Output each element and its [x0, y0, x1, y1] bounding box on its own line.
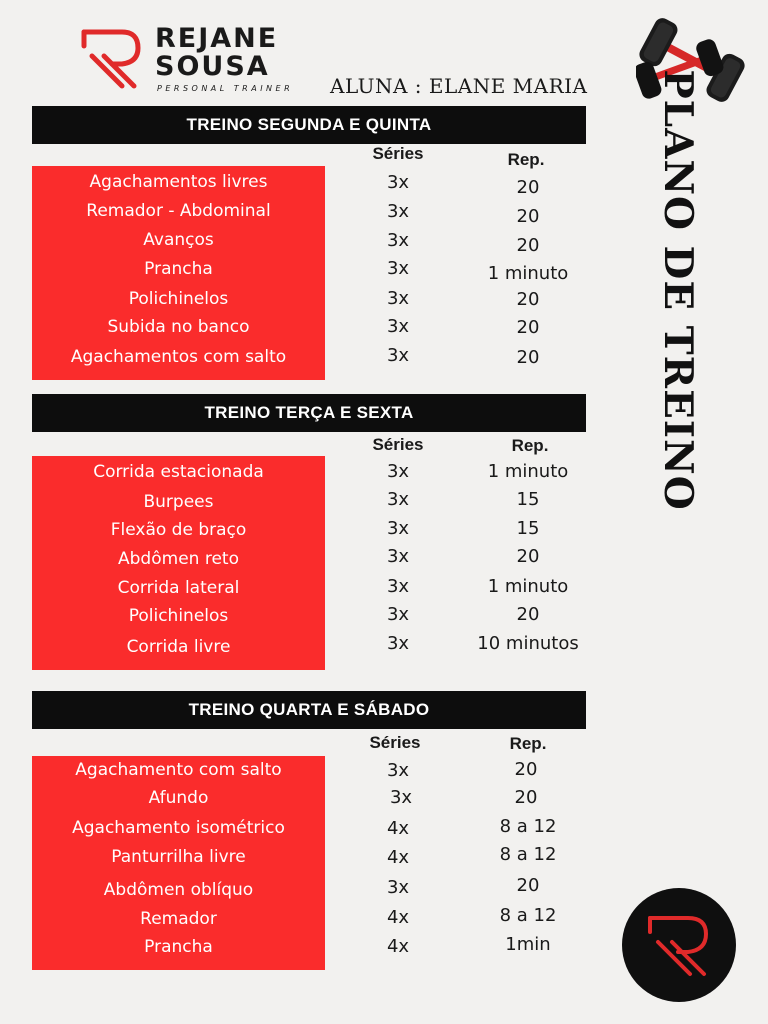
plan-title: PLANO DE TREINO: [655, 69, 701, 511]
brand-badge: [622, 888, 736, 1002]
exercise-sets: 4x: [386, 936, 410, 957]
exercise-name: Agachamento com salto: [75, 760, 282, 780]
exercise-sets: 3x: [386, 258, 410, 279]
exercise-name: Avanços: [143, 230, 214, 250]
exercise-name: Flexão de braço: [110, 520, 247, 540]
exercise-reps: 20: [514, 759, 538, 780]
student-name: ALUNA : ELANE MARIA: [330, 74, 588, 98]
section-title: TREINO TERÇA E SEXTA: [32, 394, 586, 432]
r-monogram-icon: [78, 26, 144, 92]
exercise-sets: 4x: [386, 818, 410, 839]
exercise-reps: 1 minuto: [487, 263, 569, 284]
exercise-sets: 3x: [386, 201, 410, 222]
exercise-name: Remador - Abdominal: [86, 201, 271, 221]
exercise-name: Corrida estacionada: [93, 462, 264, 482]
r-monogram-icon: [644, 910, 714, 980]
exercise-name: Corrida lateral: [117, 578, 240, 598]
exercise-reps: 20: [516, 546, 540, 567]
exercise-reps: 20: [514, 787, 538, 808]
exercise-sets: 3x: [386, 345, 410, 366]
brand-name-line1: REJANE: [155, 23, 279, 54]
exercise-name: Remador: [140, 909, 217, 929]
exercise-reps: 8 a 12: [499, 844, 557, 865]
exercise-name: Prancha: [144, 937, 213, 957]
exercise-reps: 1min: [505, 934, 551, 955]
exercise-reps: 20: [516, 289, 540, 310]
exercise-name: Polichinelos: [128, 289, 229, 309]
exercise-sets: 3x: [386, 489, 410, 510]
exercise-sets: 3x: [386, 576, 410, 597]
exercise-name: Agachamentos com salto: [70, 347, 287, 367]
brand-name-line2: SOUSA: [155, 51, 270, 82]
section-title: TREINO QUARTA E SÁBADO: [32, 691, 586, 729]
exercise-reps: 1 minuto: [487, 576, 569, 597]
exercise-reps: 8 a 12: [499, 816, 557, 837]
exercise-name: Corrida livre: [126, 637, 231, 657]
exercise-sets: 3x: [389, 787, 413, 808]
exercise-sets: 3x: [386, 518, 410, 539]
exercise-name: Afundo: [148, 788, 209, 808]
exercise-reps: 20: [516, 206, 540, 227]
exercise-reps: 20: [516, 235, 540, 256]
exercise-name: Panturrilha livre: [111, 847, 246, 867]
brand-subtitle: PERSONAL TRAINER: [157, 84, 294, 93]
brand-name: [155, 25, 278, 81]
series-header: Séries: [369, 733, 421, 752]
exercise-reps: 15: [516, 489, 540, 510]
section-title: TREINO SEGUNDA E QUINTA: [32, 106, 586, 144]
exercise-sets: 3x: [386, 461, 410, 482]
exercise-name: Burpees: [143, 492, 214, 512]
exercise-sets: 3x: [386, 760, 410, 781]
series-header: Séries: [372, 435, 424, 454]
exercise-name: Prancha: [144, 259, 213, 279]
reps-header: Rep.: [511, 436, 549, 455]
exercise-reps: 20: [516, 875, 540, 896]
exercise-sets: 3x: [386, 172, 410, 193]
reps-header: Rep.: [507, 150, 545, 169]
exercise-reps: 20: [516, 347, 540, 368]
exercise-reps: 15: [516, 518, 540, 539]
series-header: Séries: [372, 144, 424, 163]
exercise-name: Agachamento isométrico: [72, 818, 285, 838]
exercise-sets: 3x: [386, 546, 410, 567]
exercise-name: Polichinelos: [128, 606, 229, 626]
exercise-sets: 4x: [386, 907, 410, 928]
exercise-sets: 3x: [386, 288, 410, 309]
exercise-name: Abdômen reto: [118, 549, 239, 569]
exercise-reps: 20: [516, 317, 540, 338]
exercise-sets: 3x: [386, 230, 410, 251]
exercise-name: Agachamentos livres: [89, 172, 268, 192]
exercise-sets: 3x: [386, 633, 410, 654]
exercise-reps: 8 a 12: [499, 905, 557, 926]
exercise-name: Abdômen oblíquo: [103, 880, 254, 900]
exercise-reps: 1 minuto: [487, 461, 569, 482]
exercise-sets: 3x: [386, 316, 410, 337]
exercise-reps: 20: [516, 177, 540, 198]
exercise-sets: 3x: [386, 604, 410, 625]
exercise-reps: 20: [516, 604, 540, 625]
reps-header: Rep.: [509, 734, 547, 753]
exercise-sets: 4x: [386, 847, 410, 868]
exercise-sets: 3x: [386, 877, 410, 898]
exercise-reps: 10 minutos: [477, 633, 579, 654]
exercise-name: Subida no banco: [107, 317, 250, 337]
